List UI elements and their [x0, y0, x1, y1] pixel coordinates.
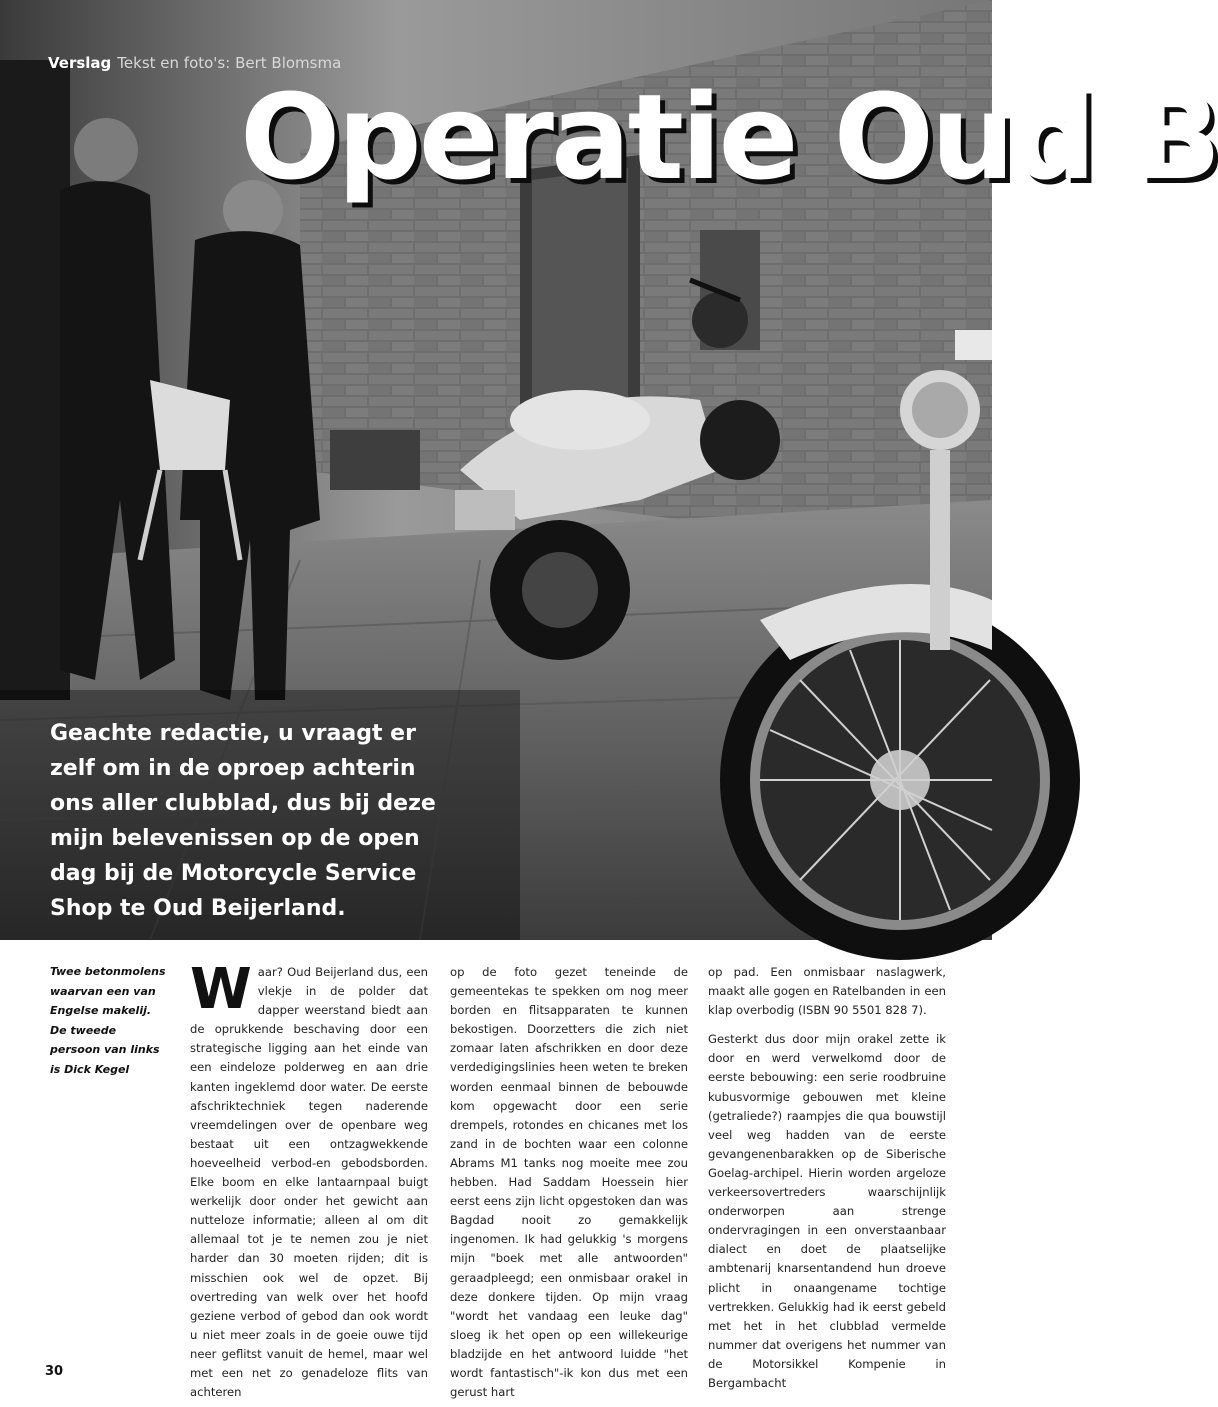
headline: Operatie Oud B: [240, 68, 1218, 206]
article-column-2: [450, 963, 688, 1402]
dropcap: W: [190, 957, 252, 1022]
column-2-text: op de foto gezet teneinde de gemeentekas te spekken om nog meer borden en flitsapparaten te kunnen bekostigen. Doorzetters die zich niet zomaar laten afschrikken en door deze verdedigingslinies heen weten te breken worden eenmaal binnen de bebouwde kom opgewacht door een serie drempels, rotondes en chicanes met los zand in de bochten waar een colonne Abrams M1 tanks nog moeite mee zou hebben. Had Saddam Hoessein hier eerst eens zijn licht opgestoken dan was Bagdad nooit zo gemakkelijk ingenomen. Ik had gelukkig 's morgens mijn "boek met alle antwoorden" geraadpleegd; een onmisbaar orakel in deze donkere tijden. Op mijn vraag "wordt het vandaag een leuke dag" sloeg ik het open op een willekeurige bladzijde en het antwoord luidde "het wordt fantastisch"-ik kon dus met een gerust hart: [450, 965, 688, 1400]
article-column-1: [190, 957, 428, 1402]
photo-caption: Twee betonmolens waarvan een van Engelse makelij. De tweede persoon van links is Dick Kegel: [50, 965, 166, 1076]
author-credit: Tekst en foto's: Bert Blomsma: [117, 54, 342, 72]
column-3-paragraph-1: op pad. Een onmisbaar naslagwerk, maakt alle gogen en Ratelbanden in een klap overbodig (ISBN 90 5501 828 7).: [708, 965, 946, 1018]
article-paragraph: [190, 957, 428, 1402]
section-label: Verslag: [48, 54, 112, 72]
column-1-text: aar? Oud Beijerland dus, een vlekje in de polder dat dapper weerstand biedt aan de oprukkende beschaving door een strategische ligging aan het einde van een eindeloze polderweg en aan drie kanten ingeklemd door water. De eerste afschriktechniek tegen naderende vreemdelingen over de openbare weg bestaat uit een ontzagwekkende hoeveelheid verbod-en gebodsborden. Elke boom en elke lantaarnpaal buigt werkelijk door onder het gewicht aan nutteloze informatie; alleen al om dit allemaal tot je te nemen zou je niet harder dan 30 moeten rijden; dit is misschien ook wel de opzet. Bij overtreding van welk over het hoofd geziene verbod of gebod dan ook wordt u niet meer zoals in de goeie ouwe tijd neer geflitst vanuit de hemel, maar wel met een net zo genadeloze flits van achteren: [190, 965, 428, 1400]
column-3-paragraph-2: Gesterkt dus door mijn orakel zette ik door en werd verwelkomd door de eerste bebouwing: een serie roodbruine kubusvormige gebouwen met kleine (getraliede?) raampjes die qua bouwstijl veel weg hadden van de eerste gevangenenbarakken op de Siberische Goelag-archipel. Hierin worden argeloze verkeersovertreders waarschijnlijk onderworpen aan strenge ondervragingen in een onverstaanbaar dialect en doet de plaatselijke ambtenarij knarsentandend hun droeve plicht in onaangename tochtige vertrekken. Gelukkig had ik eerst gebeld met het in het clubblad vermelde nummer dat overigens het nummer van de Motorsikkel Kompenie in Bergambacht: [708, 1032, 946, 1390]
intro-text: Geachte redactie, u vraagt er zelf om in de oproep achterin ons aller clubblad, dus bij deze mijn belevenissen op de open dag bij de Motorcycle Service Shop te Oud Beijerland.: [50, 721, 436, 921]
article-column-3: [708, 963, 946, 1393]
page-number: 30: [45, 1364, 64, 1379]
